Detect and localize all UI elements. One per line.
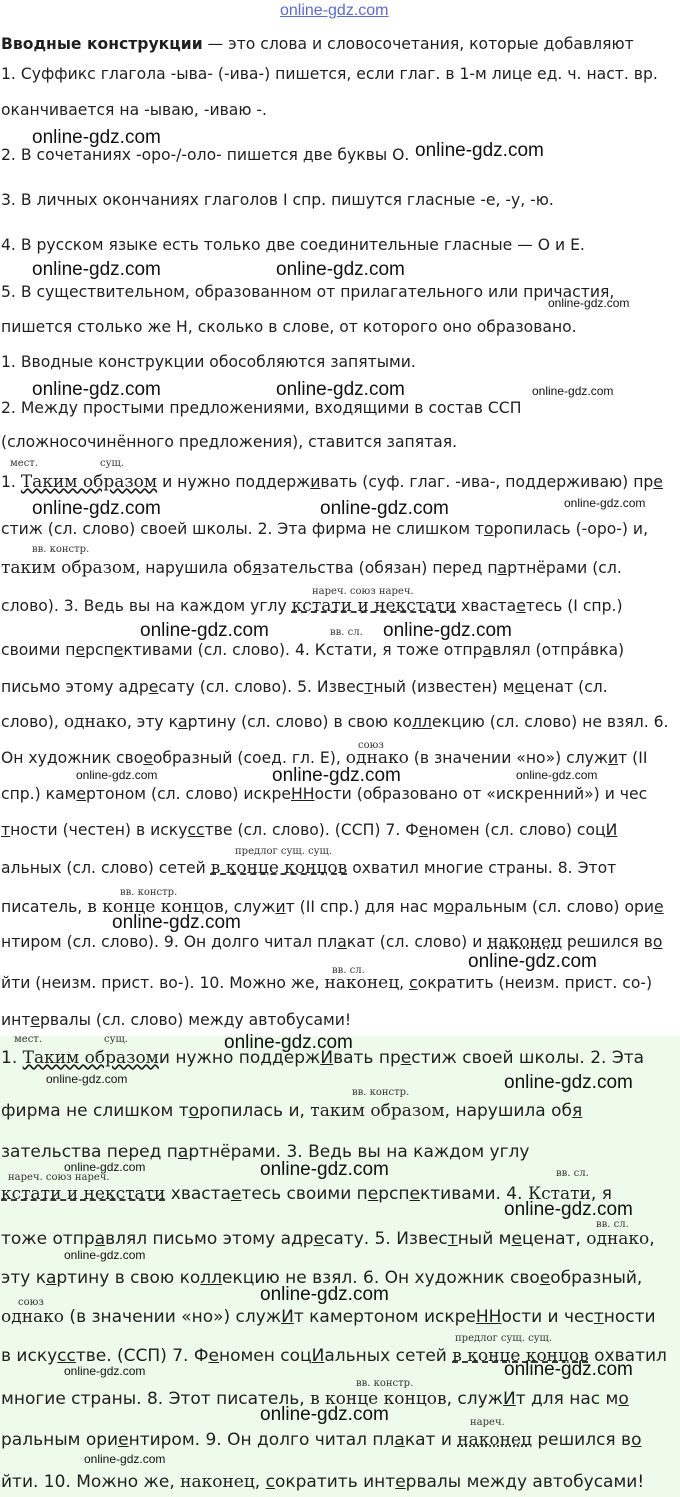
watermark[interactable]: online-gdz.com: [276, 379, 405, 400]
watermark[interactable]: online-gdz.com: [468, 951, 597, 972]
mark-predlog-sushch: предлог сущ. сущ.: [235, 846, 333, 857]
mark-vv-sl: вв. сл.: [596, 1219, 629, 1230]
watermark-small[interactable]: online-gdz.com: [46, 1072, 128, 1086]
highlight-adverb: наконец: [457, 1430, 532, 1450]
analysis-line: слово), однако, эту картину (сл. слово) в свою коллекцию (сл. слово) не взял. 6.: [1, 712, 669, 732]
highlight-intro-word: Таким образом: [22, 1048, 159, 1068]
mark-vv-sl: вв. сл.: [332, 965, 365, 976]
highlight-intro-word: кстати и некстати: [1, 1184, 166, 1204]
highlight-conjunction: однако: [345, 748, 409, 768]
watermark-small[interactable]: online-gdz.com: [532, 384, 614, 398]
analysis-line: писатель, в конце концов, служит (II спр.) для нас моральным (сл. слово) орие: [1, 897, 664, 917]
mark-vv-sl: вв. сл.: [556, 1168, 589, 1179]
watermark[interactable]: online-gdz.com: [260, 1159, 389, 1180]
watermark[interactable]: online-gdz.com: [224, 1032, 353, 1053]
watermark-small[interactable]: online-gdz.com: [64, 1364, 146, 1378]
watermark[interactable]: online-gdz.com: [140, 620, 269, 641]
watermark-small[interactable]: online-gdz.com: [84, 1452, 166, 1466]
watermark[interactable]: online-gdz.com: [383, 620, 512, 641]
analysis-line: спр.) камертоном (сл. слово) искреННости (образовано от «искренний») и чес: [1, 785, 648, 803]
highlight-intro-word: в конце концов: [310, 1389, 447, 1409]
mark-vv-sl: вв. сл.: [330, 627, 363, 638]
mark-soyuz: союз: [18, 1297, 44, 1308]
rule-line: 2. Между простыми предложениями, входящими в состав ССП: [1, 399, 522, 417]
highlight-intro-word: наконец: [180, 1472, 255, 1492]
analysis-line: своими перспективами (сл. слово). 4. Кстати, я тоже отправлял (отпра́вка): [1, 641, 625, 659]
watermark[interactable]: online-gdz.com: [260, 1284, 389, 1305]
rule-line: 3. В личных окончаниях глаголов I спр. пишутся гласные -е, -у, -ю.: [1, 191, 554, 209]
watermark-small[interactable]: online-gdz.com: [64, 1248, 146, 1262]
highlight-intro-word: Таким образом: [20, 472, 158, 492]
highlight-conjunction: однако: [1, 1307, 65, 1327]
highlight-intro-word: однако: [586, 1229, 650, 1249]
mark-vv-konstr: вв. констр.: [356, 1378, 414, 1389]
mark-narech-soyuz: нареч. союз нареч.: [312, 586, 414, 597]
rule-line: 5. В существительном, образованном от прилагательного или причастия,: [1, 283, 615, 301]
final-line: в искусстве. (ССП) 7. Феномен соцИальных сетей в конце концов охватил: [1, 1346, 667, 1366]
watermark-small[interactable]: online-gdz.com: [64, 1160, 146, 1174]
watermark[interactable]: online-gdz.com: [32, 259, 161, 280]
analysis-line: письмо этому адресату (сл. слово). 5. Известный (известен) меценат (сл.: [1, 678, 608, 696]
final-line: фирма не слишком торопилась и, таким образом, нарушила обя: [1, 1101, 583, 1121]
mark-mest: мест.: [14, 1034, 43, 1045]
watermark[interactable]: online-gdz.com: [260, 1404, 389, 1425]
highlight-adverb: наконец: [487, 932, 562, 952]
final-line: 1. Таким образоми нужно поддержИвать престиж своей школы. 2. Эта: [1, 1048, 645, 1068]
analysis-line: таким образом, нарушила обязательства (обязан) перед партнёрами (сл.: [1, 558, 622, 578]
watermark[interactable]: online-gdz.com: [32, 498, 161, 519]
mark-vv-konstr: вв. констр.: [32, 544, 90, 555]
mark-mest: мест.: [10, 458, 39, 469]
rule-line: оканчивается на -ываю, -иваю -.: [1, 101, 267, 119]
rule-line: 1. Суффикс глагола -ыва- (-ива-) пишется, если глаг. в 1-м лице ед. ч. наст. вр.: [1, 65, 658, 83]
final-line: кстати и некстати хвастаетесь своими перспективами. 4. Кстати, я: [1, 1184, 612, 1204]
rule-line: 4. В русском языке есть только две соединительные гласные — О и Е.: [1, 236, 585, 254]
intro-heading: Вводные конструкции: [1, 35, 203, 53]
intro-line: [1, 34, 678, 54]
final-line: ральным ориентиром. 9. Он долго читал плакат и наконец решился во: [1, 1430, 642, 1450]
highlight-intro-word: таким образом: [1, 558, 136, 578]
watermark[interactable]: online-gdz.com: [272, 765, 401, 786]
mark-vv-konstr: вв. констр.: [352, 1087, 410, 1098]
watermark[interactable]: online-gdz.com: [32, 127, 161, 148]
rule-line: 1. Вводные конструкции обособляются запятыми.: [1, 353, 416, 371]
rule-line: (сложносочинённого предложения), ставится запятая.: [1, 433, 458, 451]
final-line: зательства перед партнёрами. 3. Ведь вы на каждом углу: [1, 1142, 530, 1162]
watermark[interactable]: online-gdz.com: [320, 498, 449, 519]
watermark-small[interactable]: online-gdz.com: [516, 768, 598, 782]
watermark[interactable]: online-gdz.com: [504, 1199, 633, 1220]
analysis-line: 1. Таким образом и нужно поддерживать (суф. глаг. -ива-, поддерживаю) пре: [1, 472, 663, 492]
analysis-line: стиж (сл. слово) своей школы. 2. Эта фирма не слишком торопилась (-оро-) и,: [1, 520, 649, 538]
mark-sushch: сущ.: [100, 458, 124, 469]
mark-sushch: сущ.: [104, 1034, 128, 1045]
final-line: йти. 10. Можно же, наконец, сократить интервалы между автобусами!: [1, 1472, 645, 1492]
mark-narech-soyuz: нареч. союз нареч.: [8, 1172, 110, 1183]
mark-narech: нареч.: [470, 1417, 505, 1428]
analysis-line: альных (сл. слово) сетей в конце концов охватил многие страны. 8. Этот: [1, 858, 617, 878]
final-line: многие страны. 8. Этот писатель, в конце концов, служИт для нас мо: [1, 1389, 629, 1409]
highlight-intro-word: таким образом: [310, 1101, 445, 1121]
final-line: эту картину в свою коллекцию не взял. 6. Он художник своеобразный,: [1, 1268, 643, 1288]
watermark[interactable]: online-gdz.com: [504, 1359, 633, 1380]
highlight-intro-word: в конце концов: [452, 1346, 589, 1366]
watermark-small[interactable]: online-gdz.com: [564, 496, 646, 510]
highlight-intro-word: в конце концов: [87, 897, 224, 917]
analysis-line: интервалы (сл. слово) между автобусами!: [1, 1011, 352, 1029]
watermark-small[interactable]: online-gdz.com: [76, 768, 158, 782]
mark-predlog-sushch: предлог сущ. сущ.: [455, 1333, 553, 1344]
final-line: однако (в значении «но») служИт камертоном искреННости и честности: [1, 1307, 656, 1327]
final-line: тоже отправлял письмо этому адресату. 5. Известный меценат, однако,: [1, 1229, 655, 1249]
rule-line: пишется столько же Н, сколько в слове, от которого оно образовано.: [1, 318, 577, 336]
watermark-top[interactable]: online-gdz.com: [280, 2, 389, 19]
rule-line: 2. В сочетаниях -оро-/-оло- пишется две буквы О.: [1, 146, 410, 164]
mark-soyuz: союз: [358, 740, 384, 751]
analysis-line: тности (честен) в искусстве (сл. слово). (ССП) 7. Феномен (сл. слово) соцИ: [1, 821, 618, 839]
analysis-line: нтиром (сл. слово). 9. Он долго читал плакат (сл. слово) и наконец решился во: [1, 932, 663, 952]
watermark-small[interactable]: online-gdz.com: [548, 296, 630, 310]
highlight-intro-word: кстати и некстати: [291, 596, 457, 616]
watermark[interactable]: online-gdz.com: [112, 912, 241, 933]
watermark[interactable]: online-gdz.com: [504, 1072, 633, 1093]
watermark[interactable]: online-gdz.com: [415, 140, 544, 161]
watermark[interactable]: online-gdz.com: [32, 379, 161, 400]
analysis-line: йти (неизм. прист. во-). 10. Можно же, наконец, сократить (неизм. прист. со-): [1, 973, 653, 993]
mark-vv-konstr: вв. констр.: [120, 887, 178, 898]
watermark[interactable]: online-gdz.com: [276, 259, 405, 280]
intro-rest: — это слова и словосочетания, которые добавляют: [202, 35, 634, 53]
highlight-intro-word: наконец: [324, 973, 400, 993]
highlight-intro-word: Кстати: [527, 1184, 591, 1204]
highlight-intro-word: в конце концов: [210, 858, 348, 878]
analysis-line: Он художник своеобразный (соед. гл. Е), однако (в значении «но») служит (II: [1, 748, 648, 768]
analysis-line: слово). 3. Ведь вы на каждом углу кстати и некстати хвастаетесь (I спр.): [1, 596, 623, 616]
highlight-intro-word: однако: [63, 712, 127, 732]
